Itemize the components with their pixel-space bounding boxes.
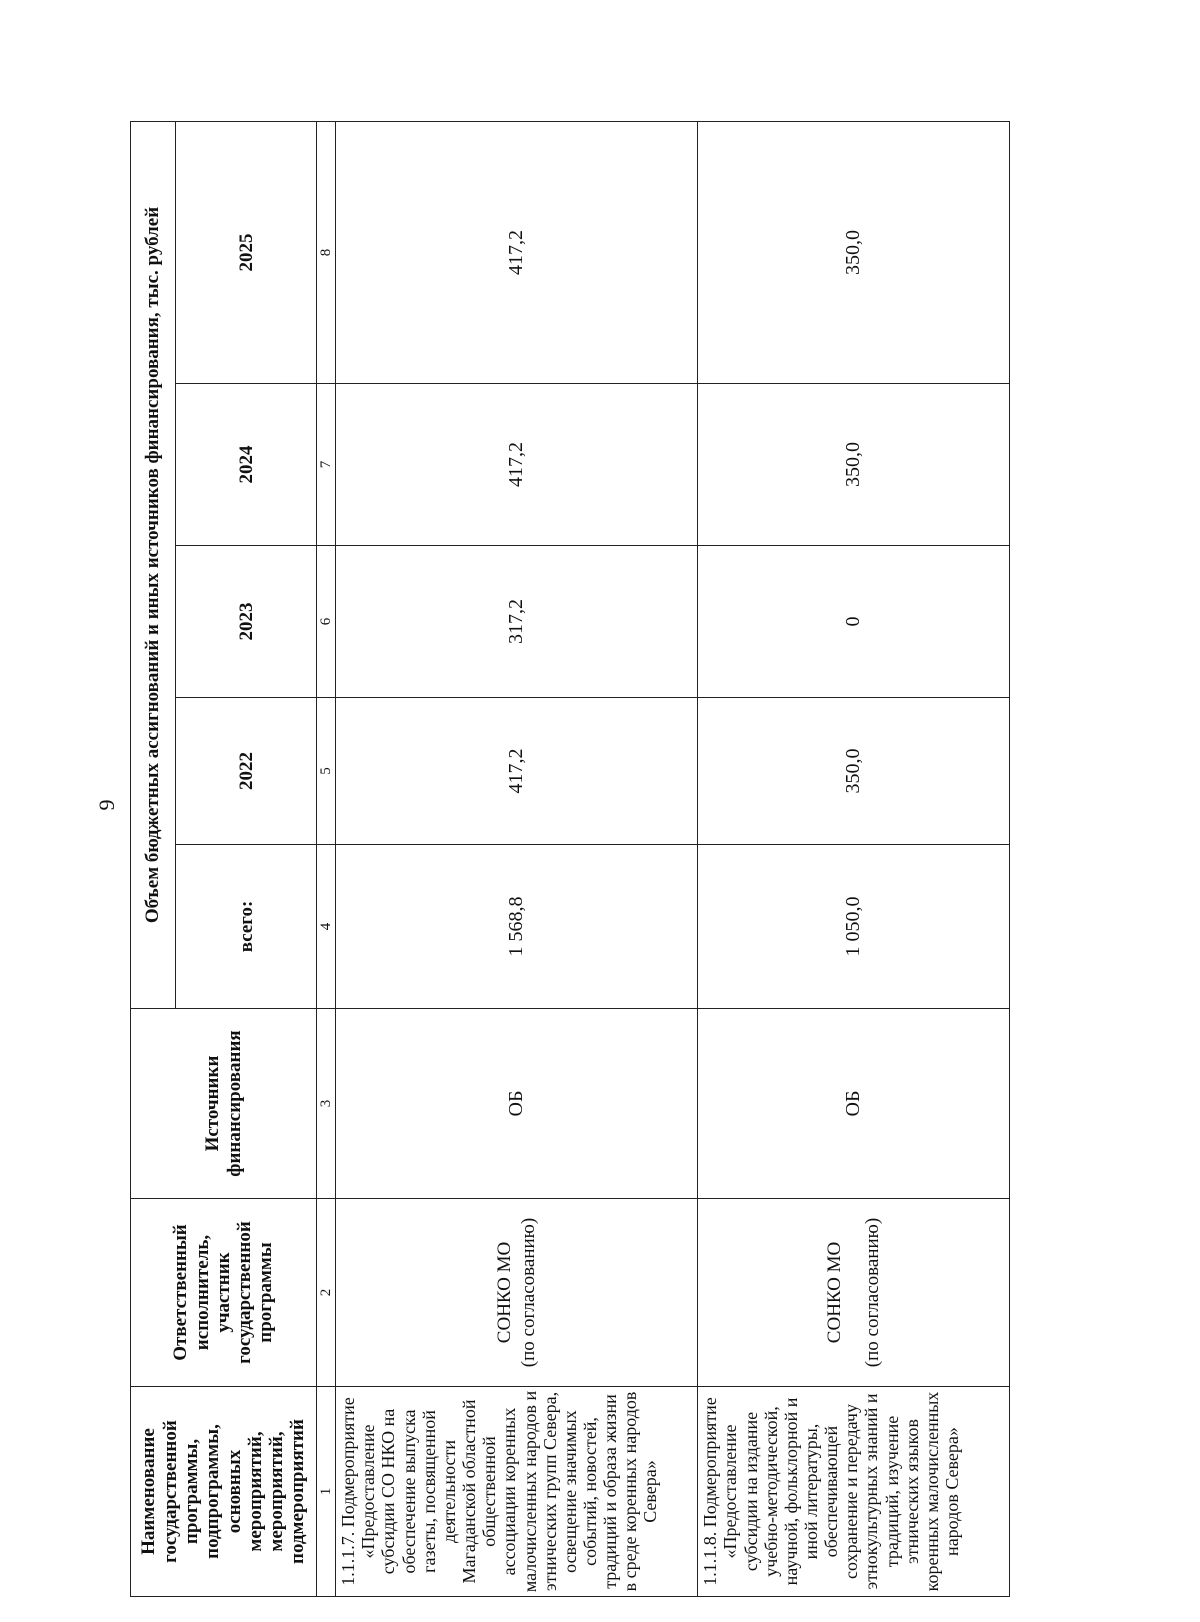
col-number: 5 [317, 698, 336, 845]
col-number: 2 [317, 1199, 336, 1387]
value-2022: 350,0 [698, 698, 1010, 845]
header-executor: Ответственный исполнитель, участник государственной программы [131, 1199, 317, 1387]
executor-note: (по согласованию) [861, 1217, 883, 1368]
value-2024: 350,0 [698, 384, 1010, 546]
executor-note: (по согласованию) [517, 1217, 539, 1368]
column-number-row [317, 121, 336, 1596]
header-row-1 [131, 121, 176, 1596]
table-row [698, 121, 1010, 1596]
col-number: 4 [317, 845, 336, 1009]
executor-cell [336, 1199, 698, 1387]
col-number: 3 [317, 1009, 336, 1199]
executor-cell [698, 1199, 1010, 1387]
page-number: 9 [94, 799, 119, 811]
col-number: 7 [317, 384, 336, 546]
header-year-2025: 2025 [176, 121, 317, 383]
value-2023: 317,2 [336, 546, 698, 698]
value-2024: 417,2 [336, 384, 698, 546]
activity-name: 1.1.1.7. Подмероприятие «Предоставление субсидии СО НКО на обеспечение выпуска газеты, посвященной деятельности Магаданской областной общественной ассоциации коренных малочисленных народов и этнических групп Севера, освещение значимых событий, новостей, традиций и образа жизни в среде коренных народов Севера» [336, 1387, 698, 1597]
col-number: 8 [317, 121, 336, 383]
header-year-2023: 2023 [176, 546, 317, 698]
header-funding-group: Объем бюджетных ассигнований и иных источников финансирования, тыс. рублей [131, 121, 176, 1008]
total-value: 1 050,0 [698, 845, 1010, 1009]
rotated-table-wrapper [130, 122, 1010, 1597]
total-value: 1 568,8 [336, 845, 698, 1009]
table-row [336, 121, 698, 1596]
col-number: 1 [317, 1387, 336, 1597]
header-name: Наименование государственной программы, подпрограммы, основных мероприятий, мероприятий, подмероприятий [131, 1387, 317, 1597]
col-number: 6 [317, 546, 336, 698]
header-source: Источники финансирования [131, 1009, 317, 1199]
executor-name: СОНКО МО [493, 1241, 515, 1344]
header-total: всего: [176, 845, 317, 1009]
value-2023: 0 [698, 546, 1010, 698]
funding-table [130, 121, 1010, 1597]
activity-name: 1.1.1.8. Подмероприятие «Предоставление субсидии на издание учебно-методической, научной, фольклорной и иной литературы, обеспечивающей сохранение и передачу этнокультурных знаний и традиций, изучение этнических языков коренных малочисленных народов Севера» [698, 1387, 1010, 1597]
funding-source: ОБ [698, 1009, 1010, 1199]
value-2025: 417,2 [336, 121, 698, 383]
value-2022: 417,2 [336, 698, 698, 845]
header-year-2024: 2024 [176, 384, 317, 546]
value-2025: 350,0 [698, 121, 1010, 383]
funding-source: ОБ [336, 1009, 698, 1199]
header-year-2022: 2022 [176, 698, 317, 845]
executor-name: СОНКО МО [823, 1241, 845, 1344]
